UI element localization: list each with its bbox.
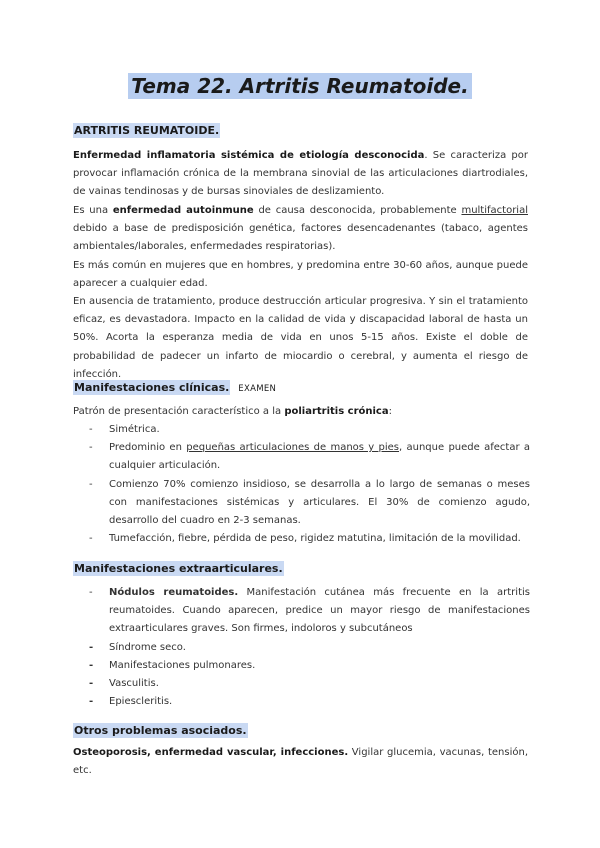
heading-text: ARTRITIS REUMATOIDE. — [74, 124, 220, 137]
paragraph-text: Es una — [73, 205, 113, 216]
section-heading-clinical — [73, 381, 276, 394]
paragraph-autoimmune — [73, 202, 528, 257]
list-dash: - — [89, 442, 93, 454]
list-item — [73, 530, 530, 548]
section-heading-other — [73, 724, 248, 737]
list-item — [73, 421, 530, 439]
section-heading-artritis — [73, 124, 220, 137]
list-item-text: Manifestaciones pulmonares. — [109, 659, 256, 671]
heading-text: Otros problemas asociados. — [74, 724, 247, 737]
list-item-text: Manifestación cutánea más frecuente en la artritis reumatoides. Cuando aparecen, predice un mayor riesgo de manifestaciones extraarticulares graves. Son firmes, indoloros y subcutáneos — [109, 587, 530, 635]
list-dash: - — [89, 587, 93, 598]
list-item-text: Predominio en — [109, 442, 187, 454]
list-item — [73, 439, 530, 475]
list-item-text: Síndrome seco. — [109, 641, 186, 653]
underlined-text: pequeñas articulaciones de manos y pies — [186, 442, 400, 454]
heading-text: Manifestaciones clínicas. — [74, 381, 230, 394]
list-dash: - — [89, 659, 94, 671]
list-item — [73, 584, 530, 639]
list-item-text: Tumefacción, fiebre, pérdida de peso, rigidez matutina, limitación de la movilidad. — [109, 533, 521, 545]
list-item-text: Epiescleritis. — [109, 696, 173, 708]
list-dash: - — [89, 533, 93, 545]
list-item — [73, 693, 530, 711]
list-item-text: , aunque puede afectar a cualquier articulación. — [109, 442, 530, 472]
section-heading-extraarticular — [73, 562, 284, 575]
heading-text: Manifestaciones extraarticulares. — [74, 562, 283, 575]
paragraph-text: En ausencia de tratamiento, produce destrucción articular progresiva. Y sin el tratamiento eficaz, es devastadora. Impacto en la calidad de vida y discapacidad laboral de hasta un 50%. Acorta la esperanza media de vida en unos 5-15 años. Existe el doble de probabilidad de padecer un infarto de miocardio o cerebral, y aumenta el riesgo de infección. — [73, 296, 528, 380]
paragraph-other-problems — [73, 744, 528, 780]
list-item — [73, 675, 530, 693]
list-item — [73, 639, 530, 657]
bold-text: enfermedad autoinmune — [112, 205, 254, 216]
paragraph-definition — [73, 147, 528, 202]
list-dash: - — [89, 678, 94, 690]
paragraph-text: Es más común en mujeres que en hombres, y predomina entre 30-60 años, aunque puede aparecer a cualquier edad. — [73, 260, 528, 290]
list-item-text: Comienzo 70% comienzo insidioso, se desarrolla a lo largo de semanas o meses con manifestaciones sistémicas y articulares. El 30% de comienzo agudo, desarrollo del cuadro en 2-3 semanas. — [109, 478, 530, 527]
list-dash: - — [89, 641, 94, 653]
list-item-text: Vasculitis. — [109, 678, 159, 690]
paragraph-text: de causa desconocida, probablemente — [253, 205, 462, 216]
list-item-text: Simétrica. — [109, 424, 160, 435]
clinical-list — [73, 421, 530, 548]
list-dash: - — [89, 696, 94, 708]
paragraph-presentation — [73, 403, 528, 421]
bold-text: Nódulos reumatoides. — [109, 587, 239, 598]
paragraph-text: debido a base de predisposición genética, factores desencadenantes (tabaco, agentes ambientales/laborales, enfermedades respiratorias). — [73, 223, 528, 253]
list-dash: - — [89, 478, 93, 490]
exam-tag: EXAMEN — [238, 384, 277, 394]
paragraph-epidemiology — [73, 257, 528, 293]
list-item — [73, 657, 530, 675]
bold-text: Osteoporosis, enfermedad vascular, infecciones. — [73, 747, 349, 758]
paragraph-prognosis — [73, 293, 528, 384]
underlined-text: multifactorial — [461, 205, 528, 216]
title-text: Tema 22. Artritis Reumatoide. — [128, 73, 471, 99]
list-item — [73, 476, 530, 531]
paragraph-text: . Se caracteriza por provocar inflamación crónica de la membrana sinovial de las articulaciones diartrodiales, de vainas tendinosas y de bursas sinoviales de deslizamiento. — [73, 150, 528, 198]
paragraph-text: Vigilar glucemia, vacunas, tensión, etc. — [73, 747, 529, 777]
list-dash: - — [89, 424, 93, 435]
paragraph-text: : — [388, 406, 392, 417]
bold-text: poliartritis crónica — [284, 406, 389, 417]
paragraph-text: Patrón de presentación característico a la — [73, 406, 285, 417]
document-title — [0, 74, 600, 98]
bold-text: Enfermedad inflamatoria sistémica de etiología desconocida — [73, 150, 425, 161]
extraarticular-list — [73, 584, 530, 711]
